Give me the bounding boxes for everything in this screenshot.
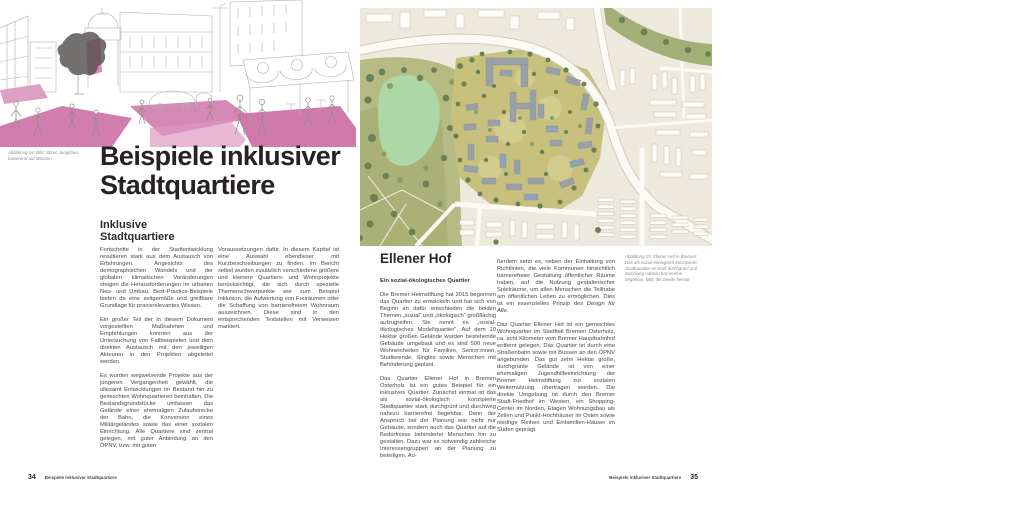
running-title-right: Beispiele inklusiver Stadtquartiere — [609, 475, 682, 480]
page-title-line2: Stadtquartiere — [100, 170, 275, 200]
paragraph — [497, 259, 615, 315]
street-sketch-drawing — [0, 0, 356, 147]
paragraph: Die Bremer Heimstiftung hat 2015 begonnen das Quartier zu entwickeln und hat sich von Beginn an dafür entschieden die beiden Themen „sozial“ und „ökologisch“ großflächig aufzugreifen. Sie nennt es „sozial-ökologisches Modellquartier“. Auf dem 10 Hektar großen Gelände wurden bestehende Gebäude umgebaut und es sind 500 neue Wohneinheiten für Familien, Senior:innen, Studierende, Singles sowie Menschen mit Behinderung geplant. — [380, 292, 496, 368]
figure-24-caption: Abbildung 24: Bild: Sören Jungclaus basierend auf Marston — [8, 150, 79, 161]
article-heading: Ellener Hof — [380, 251, 452, 266]
paragraph: Ein großer Teil der in diesem Dokument vorgestellten Maßnahmen und Empfehlungen konnten aus der Untersuchung von Fallbeispielen und dem direkten Austausch mit den jeweiligen Akteuren in den Projekten abgeleitet werden. — [100, 317, 213, 365]
figure-25-caption: Abbildung 25: Ellener Hof in Bremen: Das als sozial-ökologisch konzipierte Stadtquartier ist stark durchgrünt und durchweg nahezu barrierefrei begehbar. Bild: die zweite heimat — [625, 254, 698, 283]
paragraph: Es wurden wegweisende Projekte aus der jüngeren Vergangenheit gewählt, die allesamt Entwicklungen im Bestand hin zu gemischten Wohnquartieren beinhalten. Die Bestandsgrundstücke umfassen das Gelände einer ehemaligen Zulaufstrecke der Bahn, die Konversion eines Militärgeländes sowie das einer sozialen Einrichtung. Alle Quartiere sind zentral gelegen, mit guter Anbindung an den ÖPNV, bzw. mit guten — [100, 373, 213, 449]
page-number-left: 34 — [28, 474, 36, 481]
left-page-footer — [28, 474, 117, 481]
article-lead: Ein sozial-ökologisches Quartier — [380, 278, 470, 284]
right-page-column-2 — [497, 259, 615, 434]
left-page-column-2 — [218, 247, 339, 331]
right-page-column-1 — [380, 278, 496, 460]
page-title — [100, 142, 362, 200]
street-sketch-illustration — [0, 0, 356, 147]
section-heading-line2: Stadtquartiere — [100, 231, 175, 243]
left-page-column-1 — [100, 247, 213, 450]
paragraph: Das Quartier Ellener Hof ist ein gemischtes Wohnquartier im Stadtteil Bremen Osterholz, ca. acht Kilometer vom Bremer Hauptbahnhof entfernt gelegen. Das Quartier ist durch eine Straßenbahn sowie mit Bussen an den ÖPNV angebunden. Das gut zehn Hektar große, durchgrünte Gelände ist von einer ehemaligen Jugendhilfeeinrichtung der Bremer Heimstiftung zur sozialen Weiternutzung übertragen worden. Die direkte Umgebung ist durch den Bremer Stadt-Friedhof im Westen, ein Shopping-Center im Norden, Etagen Wohnungsbau als Zeilen und Punkt-Hochhäuser im Osten sowie niedrige Reihen und Einfamilien-Häuser im Süden geprägt. — [497, 322, 615, 433]
right-page-footer — [530, 474, 698, 481]
paragraph-text: ßerdem setzt es, neben der Einhaltung von Richtlinien, die viele Kommunen hinsichtlich barrierefreier Gestaltung öffentlicher Räume haben, auf die Nutzung gestalterischer Spielräume, um allen Menschen die Teilhabe am öffentlichen Leben zu ermöglichen. Dies ist ein essenzielles Prinzip des — [497, 259, 615, 307]
page-number-right: 35 — [690, 474, 698, 481]
site-plan-drawing — [360, 8, 712, 246]
section-heading — [100, 219, 220, 243]
paragraph: Voraussetzungen dafür. In diesem Kapitel ist eine Auswahl ebendieser mit Kurzbeschreibungen zu finden. Im Bericht selbst wurden zusätzlich verschiedene größere und kleinere Quartiers- und Wohnprojekte berücksichtigt, die sich durch spezielle Themenschwerpunkte wie zum Beispiel Inklusion, die Aufwertung von Freiräumen oder die Schaffung von barrierefreiem Wohnraum auszeichnen. Diese sind in den entsprechenden Textstellen mit Verweisen markiert. — [218, 247, 339, 330]
running-title-left: Beispiele inklusiver Stadtquartiere — [44, 475, 117, 480]
paragraph: Fortschritte in der Stadtentwicklung resultieren stark aus dem Austausch von Erfahrungen. Angesichts des demographischen Wandels und der globalen klimatischen Veränderungen steigen die Herausforderungen im urbanen Neu- und Umbau. Best-Practice-Beispiele bieten da eine zeitgemäße und greifbare Grundlage für praxisrelevantes Wissen. — [100, 247, 213, 309]
site-plan-map — [360, 8, 712, 246]
section-heading-line1: Inklusive — [100, 219, 148, 231]
paragraph: Das Quartier Ellener Hof in Bremen Osterholz ist ein gutes Beispiel für ein inklusives Quartier. Zunächst einmal ist das als sozial-ökologisch konzipierte Stadtquartier stark durchgrünt und durchweg nahezu barrierefrei begehbar. Denn der Anspruch bei der Planung war nicht nur Gebäude, sondern auch das Quartier auf die Bedürfnisse behinderter Menschen hin zu gestalten. Dazu war es notwendig zahlreiche Interessengruppen an der Planung zu beteiligen. Au- — [380, 376, 496, 459]
page-title-line1: Beispiele inklusiver — [100, 141, 341, 171]
design-fuer-alle-term: Design für Alle. — [497, 301, 615, 314]
